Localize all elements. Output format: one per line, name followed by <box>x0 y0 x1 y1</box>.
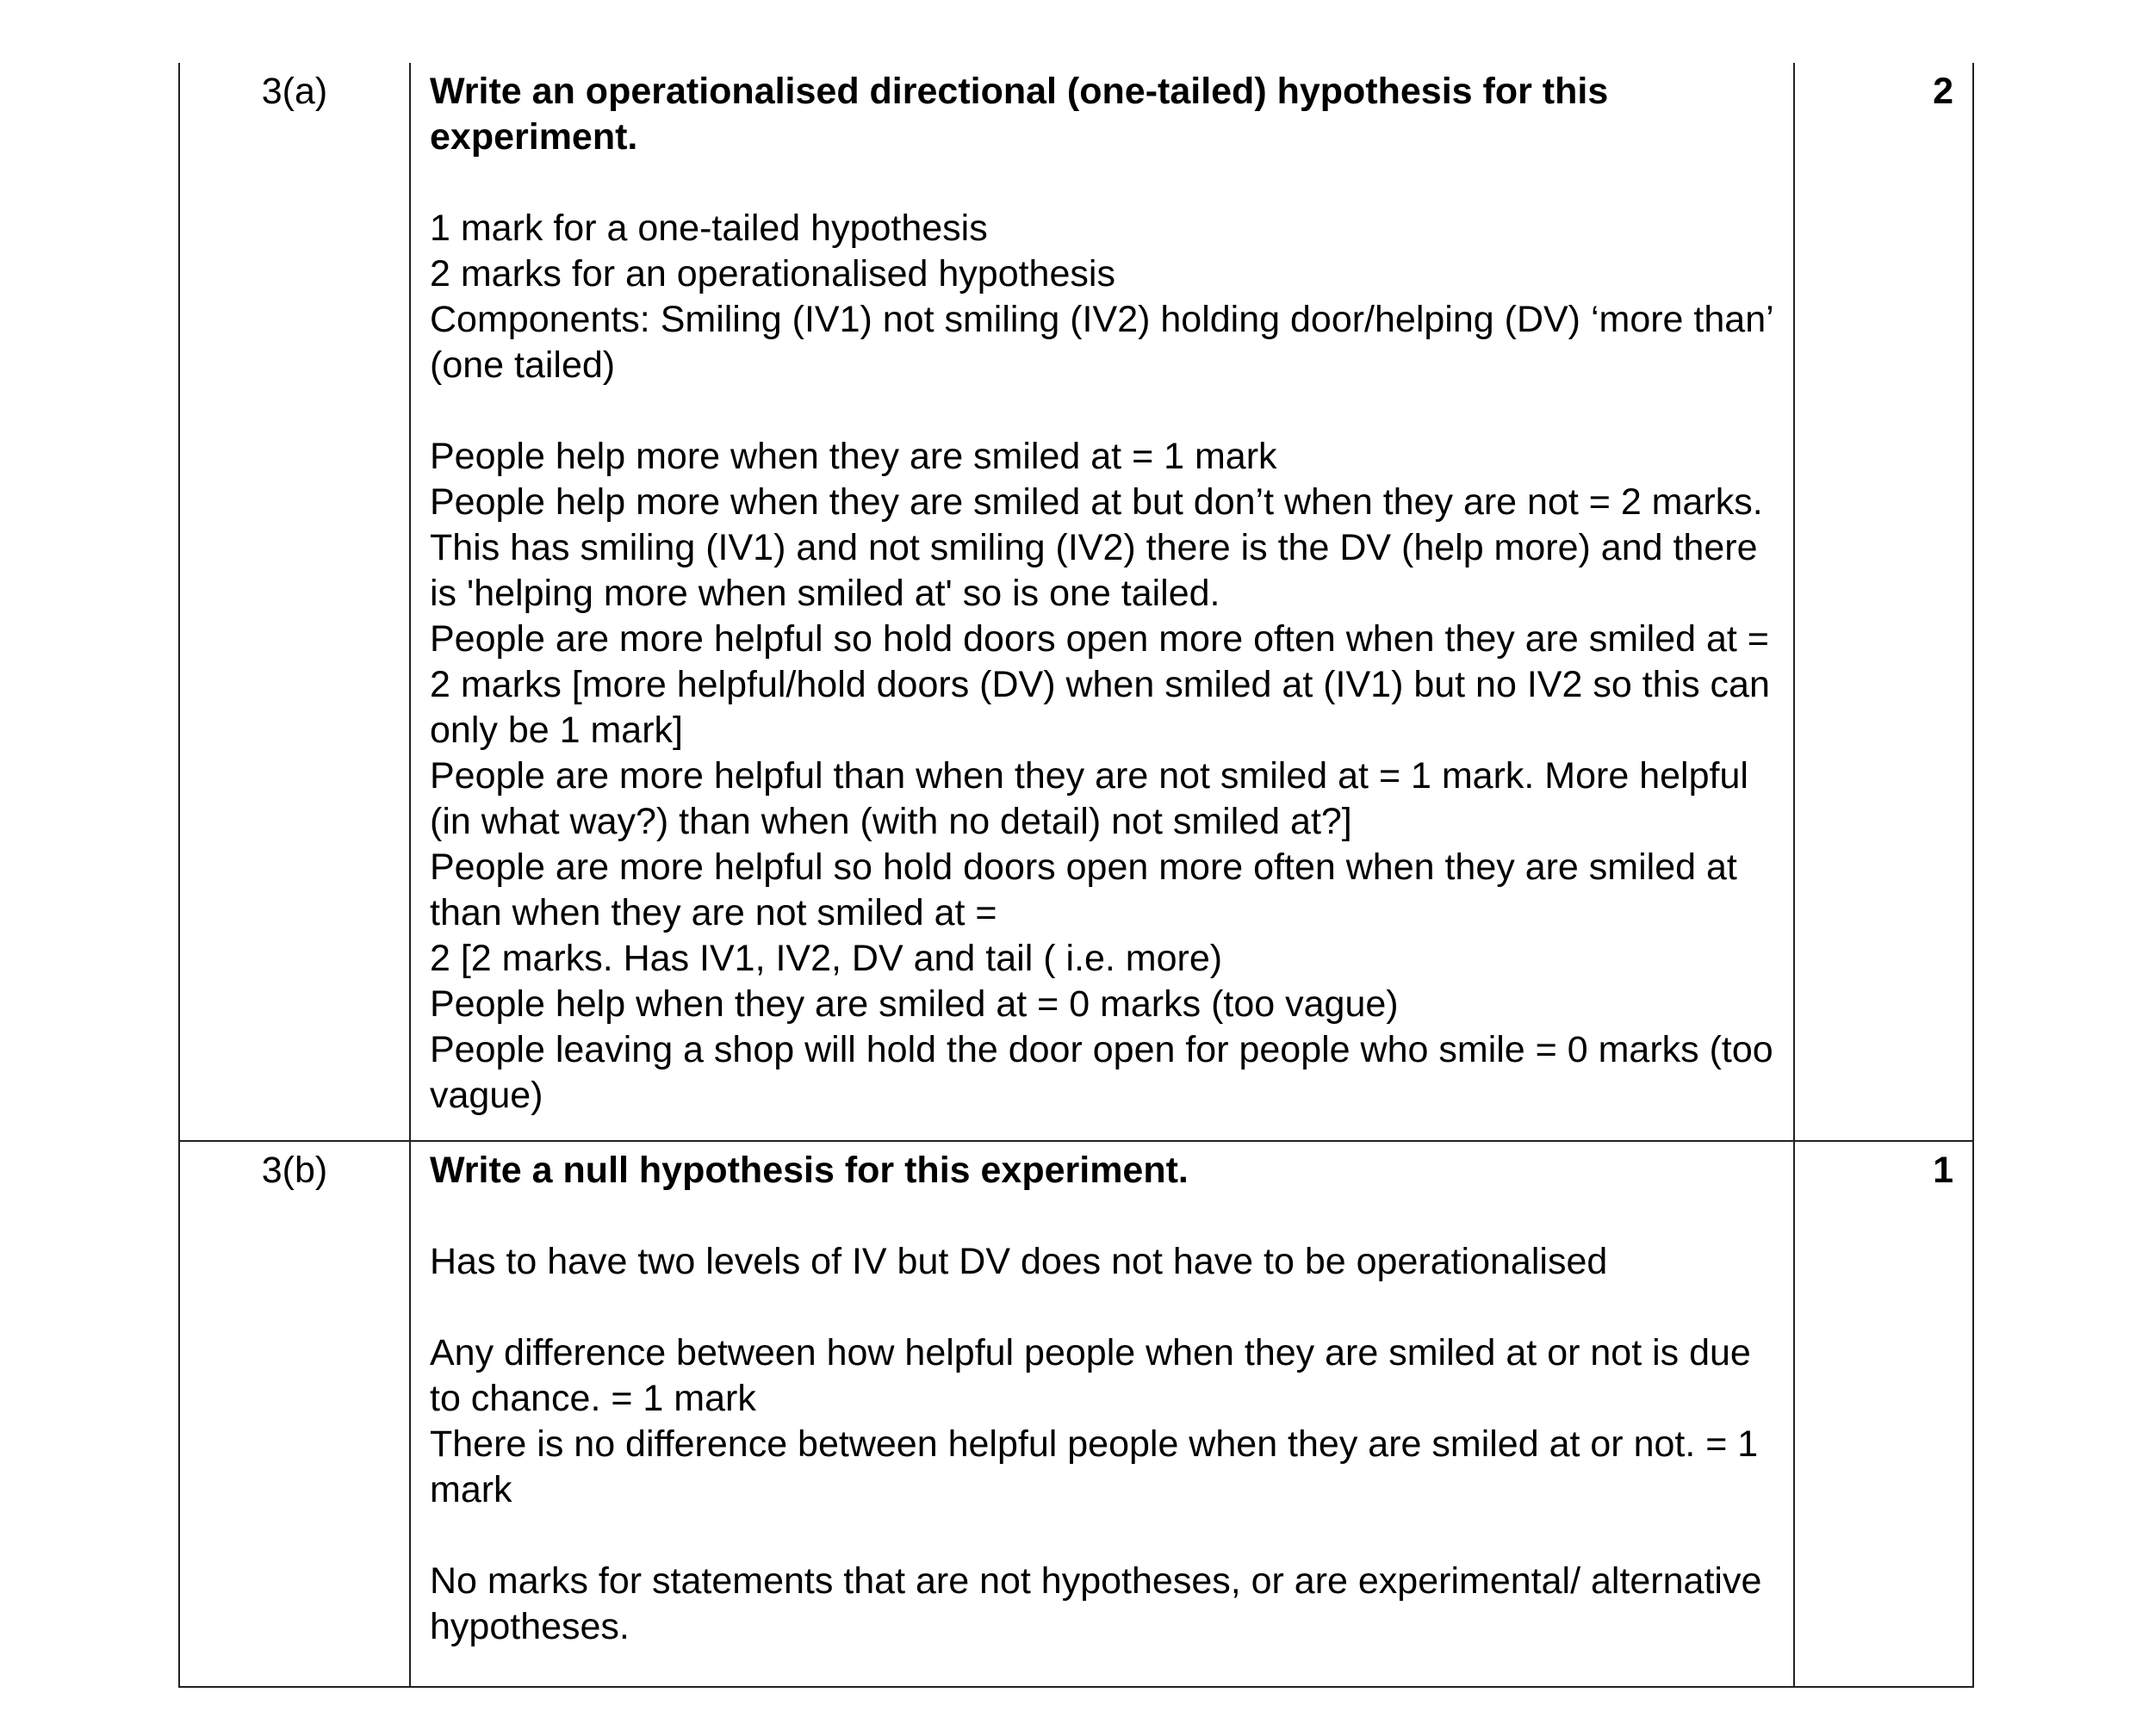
marks-value: 2 <box>1794 63 1973 1141</box>
question-prompt: Write an operationalised directional (one-tailed) hypothesis for this experiment. <box>430 71 1609 158</box>
answer-cell <box>410 63 1794 1141</box>
answer-cell <box>410 1141 1794 1687</box>
table-row <box>179 63 1973 1141</box>
question-prompt: Write a null hypothesis for this experiment. <box>430 1150 1189 1191</box>
mark-scheme-table <box>178 63 1974 1688</box>
example-line: Any difference between how helpful people when they are smiled at or not is due to chance. = 1 mark <box>430 1332 1751 1419</box>
examples-block <box>430 434 1774 1119</box>
question-number: 3(b) <box>179 1141 410 1687</box>
guidance-block <box>430 1239 1774 1285</box>
guidance-line: 1 mark for a one-tailed hypothesis <box>430 208 988 249</box>
example-line: People are more helpful than when they are not smiled at = 1 mark. More helpful (in what way?) than when (with no detail) not smiled at?] <box>430 755 1748 842</box>
example-line: There is no difference between helpful people when they are smiled at or not. = 1 mark <box>430 1423 1759 1510</box>
marks-value: 1 <box>1794 1141 1973 1687</box>
guidance-block <box>430 206 1774 388</box>
example-line: 2 [2 marks. Has IV1, IV2, DV and tail ( i.e. more) <box>430 938 1223 979</box>
example-line: People help more when they are smiled at = 1 mark <box>430 436 1277 477</box>
note-block <box>430 1559 1774 1650</box>
note-line: No marks for statements that are not hypotheses, or are experimental/ alternative hypotheses. <box>430 1560 1762 1647</box>
example-line: People are more helpful so hold doors open more often when they are smiled at = 2 marks [more helpful/hold doors (DV) when smiled at (IV1) but no IV2 so this can only be 1 mark] <box>430 618 1770 751</box>
guidance-line: Components: Smiling (IV1) not smiling (IV2) holding door/helping (DV) ‘more than’ (one tailed) <box>430 299 1773 386</box>
table-row <box>179 1141 1973 1687</box>
question-number: 3(a) <box>179 63 410 1141</box>
example-line: People are more helpful so hold doors open more often when they are smiled at than when they are not smiled at = <box>430 846 1737 933</box>
example-line: People help more when they are smiled at but don’t when they are not = 2 marks. This has smiling (IV1) and not smiling (IV2) there is the DV (help more) and there is 'helping more when smiled at' so is one tailed. <box>430 481 1763 614</box>
example-line: People help when they are smiled at = 0 marks (too vague) <box>430 983 1399 1025</box>
guidance-line: 2 marks for an operationalised hypothesis <box>430 253 1115 294</box>
example-line: People leaving a shop will hold the door open for people who smile = 0 marks (too vague) <box>430 1029 1773 1116</box>
guidance-line: Has to have two levels of IV but DV does not have to be operationalised <box>430 1241 1608 1282</box>
examples-block <box>430 1330 1774 1513</box>
